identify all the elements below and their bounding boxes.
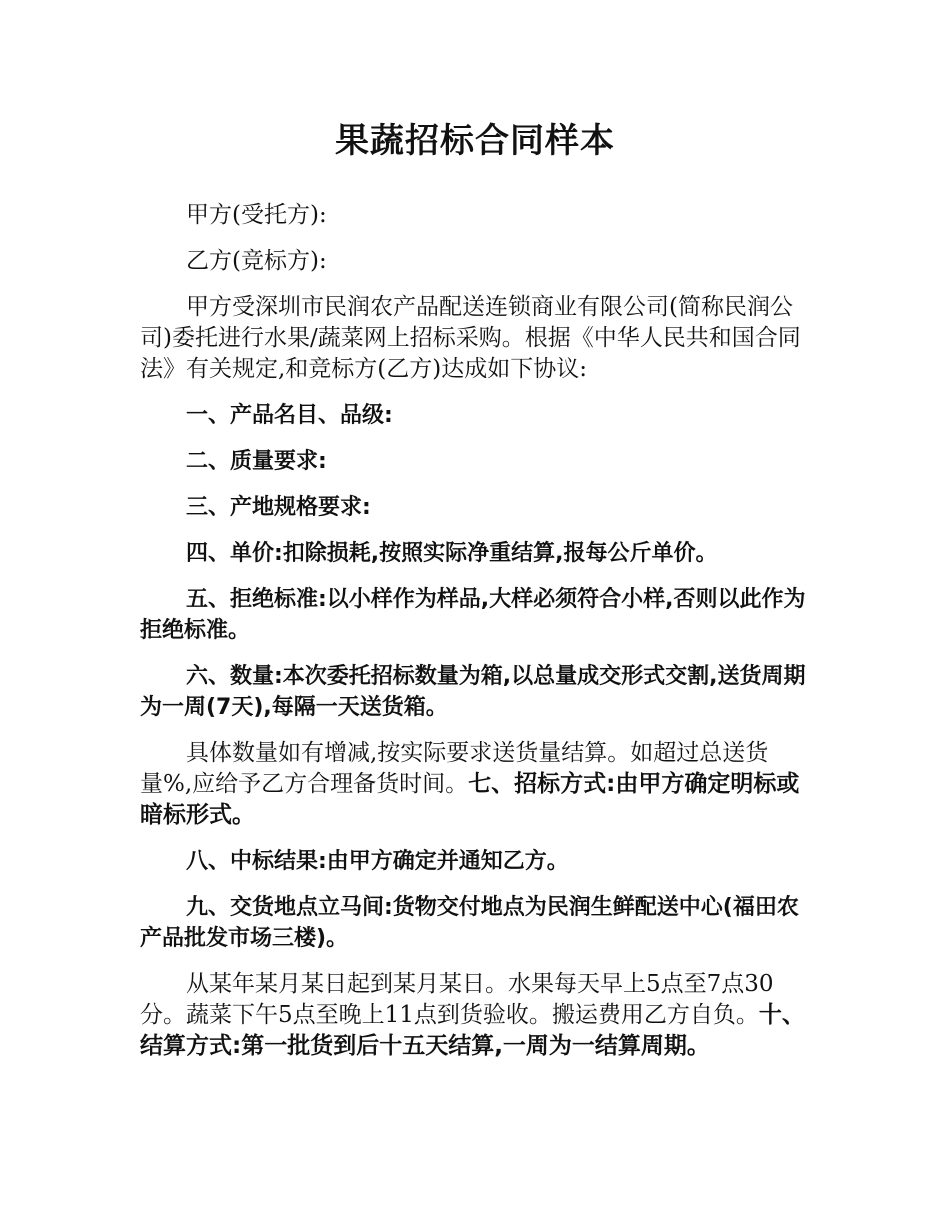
clause-6: 六、数量:本次委托招标数量为箱,以总量成交形式交割,送货周期为一周(7天),每隔一天送货箱。	[140, 664, 806, 720]
quantity-note: 具体数量如有增减,按实际要求送货量结算。如超过总送货量%,应给予乙方合理备货时间。	[140, 740, 769, 797]
party-a-line: 甲方(受托方):	[186, 202, 327, 228]
clause-2: 二、质量要求:	[186, 449, 327, 474]
delivery-note: 从某年某月某日起到某月某日。水果每天早上5点至7点30分。蔬菜下午5点至晚上11点到货验收。搬运费用乙方自负。	[140, 971, 774, 1028]
clause-8: 八、中标结果:由甲方确定并通知乙方。	[186, 849, 569, 874]
clause-9: 九、交货地点立马间:货物交付地点为民润生鲜配送中心(福田农产品批发市场三楼)。	[140, 895, 799, 951]
delivery-paragraph	[140, 969, 810, 1062]
intro-paragraph: 甲方受深圳市民润农产品配送连锁商业有限公司(简称民润公司)委托进行水果/蔬菜网上招标采购。根据《中华人民共和国合同法》有关规定,和竞标方(乙方)达成如下协议:	[140, 294, 801, 382]
clause-10: 十、结算方式:第一批货到后十五天结算,一周为一结算周期。	[140, 1002, 805, 1059]
clause-4: 四、单价:扣除损耗,按照实际净重结算,报每公斤单价。	[186, 541, 718, 566]
document-body	[140, 112, 810, 1077]
party-b-line: 乙方(竞标方):	[186, 248, 327, 274]
quantity-paragraph	[140, 738, 810, 831]
document-title: 果蔬招标合同样本	[335, 121, 615, 161]
clause-7: 七、招标方式:由甲方确定明标或暗标形式。	[140, 771, 800, 828]
clause-3: 三、产地规格要求:	[186, 495, 371, 520]
clause-1: 一、产品名目、品级:	[186, 403, 393, 428]
clause-5: 五、拒绝标准:以小样作为样品,大样必须符合小样,否则以此作为拒绝标准。	[140, 587, 806, 643]
